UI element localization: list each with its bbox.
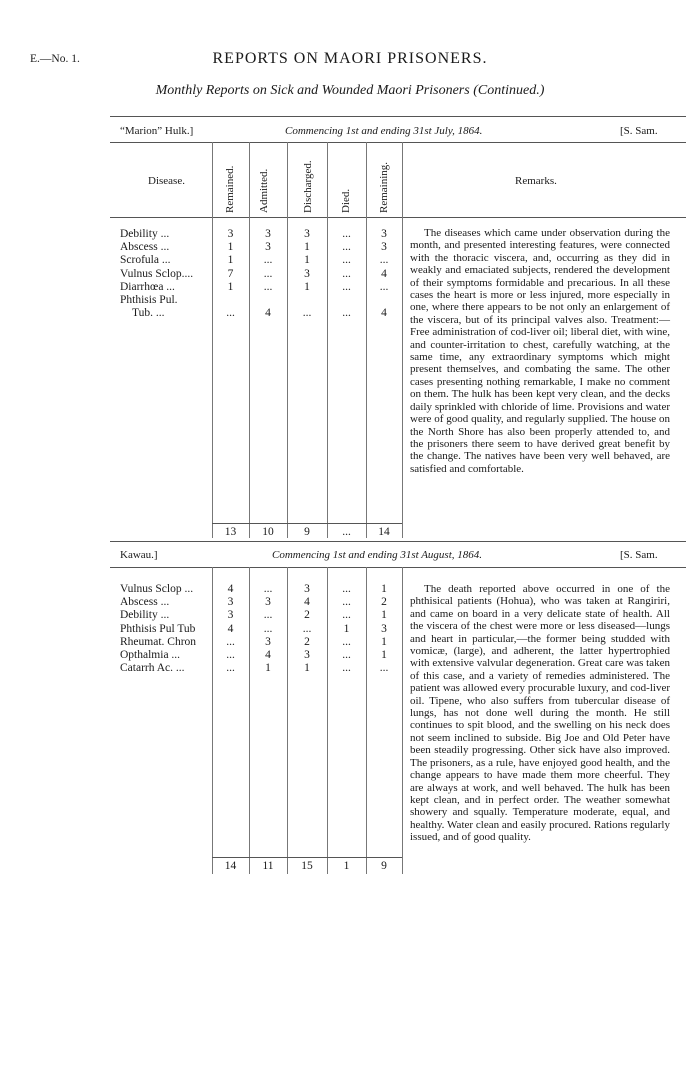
row-admitted: 3: [265, 635, 271, 648]
row-died: ...: [342, 662, 351, 675]
rule-header-bottom: [110, 567, 686, 568]
col-remarks: Remarks.: [515, 175, 557, 187]
total-remaining: 14: [378, 526, 390, 538]
row-remaining: 1: [381, 635, 387, 648]
row-died: ...: [342, 583, 351, 595]
row-disease: Vulnus Sclop....: [120, 267, 194, 280]
row-remained: ...: [226, 307, 235, 320]
rule-header-bottom: [110, 217, 686, 218]
row-remained: ...: [226, 649, 235, 661]
total-admitted: 10: [262, 526, 274, 538]
row-remaining: 3: [381, 622, 387, 635]
col-died: Died.: [340, 188, 352, 213]
row-disease: Debility ...: [120, 609, 170, 622]
row-discharged: ...: [302, 622, 312, 635]
row-remained: 1: [227, 254, 234, 267]
rule-totals: [212, 523, 402, 524]
row-disease: Catarrh Ac. ...: [120, 662, 185, 675]
total-discharged: 15: [301, 860, 313, 872]
row-died: ...: [342, 241, 351, 254]
row-remaining: ...: [379, 280, 389, 293]
row-remained: 3: [227, 228, 234, 240]
remarks-text: The death reported above occurred in one of the phthisical patients (Hohua), who was taken at Rangiriri, and came on board in a very delicate state of health. All the viscera of the chest were more or less diseased—lungs and heart in particular,—the former being studded with vomicæ, (large), and adherent, the latter hypertrophied with extensive valvular degeneration. Great care was taken of this case, and a variety of remedies administered. The patient was allowed every procurable luxury, and cod-liver oil. Tipene, who also suffers from tubercular disease of lungs, has not done well during the month. He still continues to spit blood, and the swelling on his neck does not seem inclined to subside. Big Joe and Old Peter have been steadily progressing. Other sick have also improved. The prisoners, as a rule, have enjoyed good health, and the change appears to have made them more cheerful. They are always at work, and well behaved. The hulk has been kept clean, and in perfect order. The weather somewhat showery and squally. Temperature moderate, equal, and healthy. Water clean and easily procured. Rations regularly issued, and of good quality.: [410, 583, 670, 844]
row-remaining: 4: [381, 267, 387, 280]
rule-top: [110, 116, 686, 117]
row-discharged: 3: [304, 228, 310, 240]
row-died: ...: [342, 596, 351, 609]
row-died: ...: [342, 228, 351, 240]
col-remaining: Remaining.: [378, 161, 390, 213]
row-discharged: 2: [304, 635, 310, 648]
row-admitted: ...: [263, 622, 273, 635]
row-discharged: 1: [304, 241, 310, 254]
row-admitted: ...: [263, 280, 273, 293]
row-admitted: ...: [263, 267, 273, 280]
col-remained: Remained.: [224, 165, 236, 213]
report-period: Commencing 1st and ending 31st August, 1864.: [272, 549, 483, 561]
row-remained: 3: [227, 609, 234, 622]
row-remained: 3: [227, 596, 234, 609]
row-discharged: 1: [304, 280, 310, 293]
row-remained: ...: [226, 635, 235, 648]
row-remaining: 1: [381, 649, 387, 661]
row-remaining: 3: [381, 228, 387, 240]
rule-top: [110, 541, 686, 542]
row-admitted: 3: [265, 228, 271, 240]
rule-totals: [212, 857, 402, 858]
row-admitted: 3: [265, 596, 271, 609]
report-place: Kawau.]: [120, 549, 158, 561]
total-remained: 13: [224, 526, 237, 538]
row-remained: ...: [226, 662, 235, 675]
row-disease: Abscess ...: [120, 241, 170, 254]
row-died: 1: [343, 622, 350, 635]
total-remained: 14: [224, 860, 237, 872]
row-died: ...: [342, 635, 351, 648]
row-disease: Vulnus Sclop ...: [120, 583, 194, 595]
row-discharged: 4: [304, 596, 310, 609]
col-disease: Disease.: [148, 175, 185, 187]
row-remaining: ...: [379, 662, 389, 675]
row-discharged: 2: [304, 609, 310, 622]
row-died: ...: [342, 254, 351, 267]
row-disease: Phthisis Pul.: [120, 294, 178, 306]
row-remaining: 1: [381, 609, 387, 622]
row-remaining: 1: [381, 583, 387, 595]
row-admitted: 1: [265, 662, 271, 675]
row-remaining: 2: [381, 596, 387, 609]
row-admitted: 3: [265, 241, 271, 254]
row-disease: Opthalmia ...: [120, 649, 181, 661]
report-period: Commencing 1st and ending 31st July, 1864.: [285, 125, 483, 137]
total-remaining: 9: [381, 860, 387, 872]
row-disease: Debility ...: [120, 228, 170, 240]
row-discharged: 3: [304, 583, 310, 595]
row-remained: 4: [227, 622, 234, 635]
row-admitted: ...: [263, 254, 273, 267]
row-disease: Diarrhœa ...: [120, 280, 175, 293]
total-admitted: 11: [262, 860, 274, 872]
page-subtitle: Monthly Reports on Sick and Wounded Maori Prisoners (Continued.): [155, 83, 545, 98]
row-remained: 4: [227, 583, 234, 595]
total-died: ...: [342, 526, 351, 538]
row-died: ...: [342, 267, 351, 280]
row-discharged: 3: [304, 649, 310, 661]
row-disease: Tub. ...: [132, 307, 165, 320]
page-title: REPORTS ON MAORI PRISONERS.: [212, 50, 488, 67]
row-discharged: 1: [304, 254, 310, 267]
col-discharged: Discharged.: [302, 160, 314, 213]
row-died: ...: [342, 307, 351, 320]
report-signer: [S. Sam.: [620, 549, 658, 561]
col-admitted: Admitted.: [258, 168, 270, 213]
row-admitted: ...: [263, 583, 273, 595]
total-died: 1: [343, 860, 350, 872]
row-remaining: 3: [381, 241, 387, 254]
row-discharged: 1: [304, 662, 310, 675]
row-died: ...: [342, 280, 351, 293]
row-admitted: ...: [263, 609, 273, 622]
total-discharged: 9: [304, 526, 310, 538]
remarks-text: The diseases which came under observation during the month, and presented interesting features, were connected with the thoracic viscera, and, occurring as they did in weakly and emaciated subjects, rendered the development of their symptoms formidable and precarious. In all these cases the heart is more or less injured, more especially in one, where there appears to be not only an enlargement of the viscera, but of its principal valves also. Treatment:—Free administration of cod-liver oil; liberal diet, with wine, and counter-irritation to chest, carefully watching, at the same time, any extraordinary symptoms which might present themselves, and combating the same. The other cases presenting nothing remarkable, I make no comment on them. The hulk has been kept very clean, and the decks daily sprinkled with chloride of lime. Provisions and water were of good quality, and regularly supplied. The house on the North Shore has also been properly attended to, and the prisoners there seem to have derived great benefit by the change. The natives have been very well behaved, are satisfied and comfortable.: [410, 227, 670, 475]
rule-header-top: [110, 142, 686, 143]
row-remained: 1: [227, 280, 234, 293]
row-died: ...: [342, 649, 351, 661]
row-disease: Rheumat. Chron: [120, 635, 197, 648]
row-admitted: 4: [265, 649, 271, 661]
document-reference: E.—No. 1.: [30, 53, 80, 65]
report-place: “Marion” Hulk.]: [120, 125, 194, 137]
row-died: ...: [342, 609, 351, 622]
row-discharged: 3: [304, 267, 310, 280]
row-disease: Scrofula ...: [120, 254, 171, 267]
row-remained: 1: [227, 241, 234, 254]
report-signer: [S. Sam.: [620, 125, 658, 137]
row-remaining: ...: [379, 254, 389, 267]
row-admitted: 4: [265, 307, 271, 320]
row-discharged: ...: [302, 307, 312, 320]
row-remained: 7: [227, 267, 234, 280]
row-disease: Abscess ...: [120, 596, 170, 609]
row-remaining: 4: [381, 307, 387, 320]
row-disease: Phthisis Pul Tub: [120, 622, 196, 635]
